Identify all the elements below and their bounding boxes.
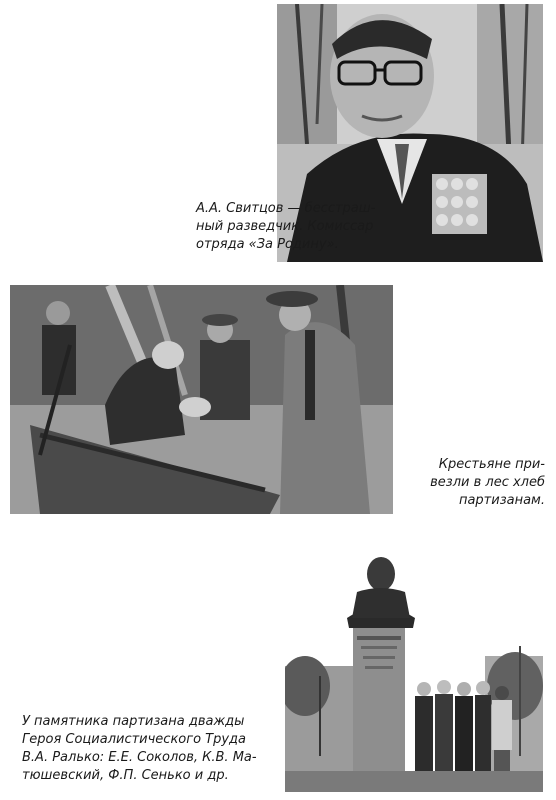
peasants-caption-line: везли в лес хлеб <box>430 475 545 490</box>
peasants-caption <box>395 456 545 510</box>
monument-caption <box>22 713 278 785</box>
peasants-caption-line: партизанам. <box>458 493 545 508</box>
monument-photo <box>285 556 543 792</box>
peasants-photo <box>10 285 393 514</box>
peasants-photo-image <box>10 285 393 514</box>
peasants-caption-line: Крестьяне при- <box>438 457 545 472</box>
portrait-caption-line: А.А. Свитцов — бесстраш- <box>196 201 376 216</box>
monument-caption-line: У памятника партизана дважды <box>22 714 245 729</box>
portrait-caption-line: ный разведчик. Комиссар <box>196 219 374 234</box>
portrait-caption-line: отряда «За Родину». <box>196 237 339 252</box>
monument-caption-line: В.А. Ралько: Е.Е. Соколов, К.В. Ма- <box>22 750 257 765</box>
monument-caption-line: Героя Социалистического Труда <box>22 732 247 747</box>
portrait-caption <box>196 200 376 254</box>
monument-caption-line: тюшевский, Ф.П. Сенько и др. <box>22 768 229 783</box>
monument-photo-image <box>285 556 543 792</box>
